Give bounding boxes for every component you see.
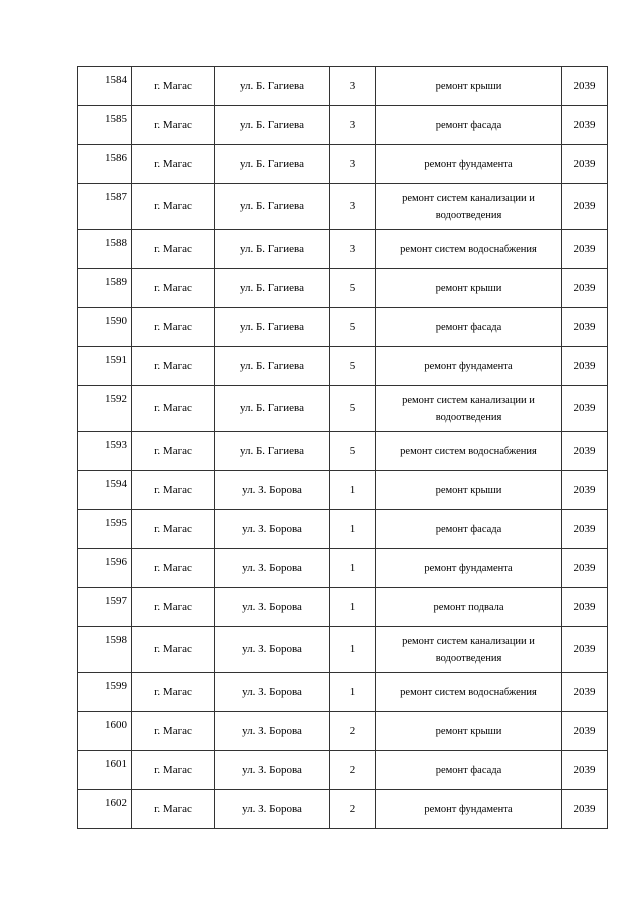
house-number-cell: 1 <box>330 549 376 588</box>
city-cell: г. Магас <box>132 751 215 790</box>
work-type-cell: ремонт крыши <box>376 269 562 308</box>
year-cell: 2039 <box>562 432 608 471</box>
street-cell: ул. Б. Гагиева <box>215 184 330 230</box>
row-number: 1590 <box>78 308 132 347</box>
street-cell: ул. З. Борова <box>215 712 330 751</box>
table-row <box>78 269 608 308</box>
city-cell: г. Магас <box>132 627 215 673</box>
house-number-cell: 5 <box>330 386 376 432</box>
house-number-cell: 2 <box>330 751 376 790</box>
row-number: 1587 <box>78 184 132 230</box>
row-number: 1602 <box>78 790 132 829</box>
table-row <box>78 673 608 712</box>
city-cell: г. Магас <box>132 712 215 751</box>
city-cell: г. Магас <box>132 145 215 184</box>
row-number: 1597 <box>78 588 132 627</box>
year-cell: 2039 <box>562 549 608 588</box>
year-cell: 2039 <box>562 184 608 230</box>
street-cell: ул. Б. Гагиева <box>215 347 330 386</box>
table-row <box>78 308 608 347</box>
table-row <box>78 471 608 510</box>
house-number-cell: 2 <box>330 712 376 751</box>
table-row <box>78 790 608 829</box>
work-type-cell: ремонт систем водоснабжения <box>376 230 562 269</box>
street-cell: ул. З. Борова <box>215 510 330 549</box>
work-type-cell: ремонт крыши <box>376 712 562 751</box>
table-row <box>78 588 608 627</box>
row-number: 1598 <box>78 627 132 673</box>
city-cell: г. Магас <box>132 588 215 627</box>
city-cell: г. Магас <box>132 549 215 588</box>
city-cell: г. Магас <box>132 67 215 106</box>
row-number: 1591 <box>78 347 132 386</box>
year-cell: 2039 <box>562 790 608 829</box>
work-type-cell: ремонт систем канализации и водоотведения <box>376 627 562 673</box>
house-number-cell: 2 <box>330 790 376 829</box>
city-cell: г. Магас <box>132 471 215 510</box>
work-type-cell: ремонт фасада <box>376 308 562 347</box>
table-row <box>78 67 608 106</box>
table-body <box>78 67 608 829</box>
row-number: 1592 <box>78 386 132 432</box>
year-cell: 2039 <box>562 230 608 269</box>
row-number: 1588 <box>78 230 132 269</box>
city-cell: г. Магас <box>132 386 215 432</box>
table-row <box>78 386 608 432</box>
city-cell: г. Магас <box>132 269 215 308</box>
year-cell: 2039 <box>562 627 608 673</box>
street-cell: ул. З. Борова <box>215 471 330 510</box>
house-number-cell: 3 <box>330 145 376 184</box>
work-type-cell: ремонт фасада <box>376 510 562 549</box>
street-cell: ул. Б. Гагиева <box>215 386 330 432</box>
year-cell: 2039 <box>562 269 608 308</box>
street-cell: ул. З. Борова <box>215 790 330 829</box>
work-type-cell: ремонт подвала <box>376 588 562 627</box>
street-cell: ул. Б. Гагиева <box>215 308 330 347</box>
street-cell: ул. Б. Гагиева <box>215 106 330 145</box>
work-type-cell: ремонт крыши <box>376 471 562 510</box>
table-row <box>78 510 608 549</box>
house-number-cell: 1 <box>330 627 376 673</box>
row-number: 1600 <box>78 712 132 751</box>
row-number: 1589 <box>78 269 132 308</box>
street-cell: ул. Б. Гагиева <box>215 67 330 106</box>
year-cell: 2039 <box>562 106 608 145</box>
table-row <box>78 549 608 588</box>
year-cell: 2039 <box>562 67 608 106</box>
year-cell: 2039 <box>562 588 608 627</box>
row-number: 1594 <box>78 471 132 510</box>
street-cell: ул. Б. Гагиева <box>215 432 330 471</box>
work-type-cell: ремонт фундамента <box>376 145 562 184</box>
row-number: 1599 <box>78 673 132 712</box>
house-number-cell: 5 <box>330 269 376 308</box>
city-cell: г. Магас <box>132 790 215 829</box>
row-number: 1584 <box>78 67 132 106</box>
table-row <box>78 347 608 386</box>
city-cell: г. Магас <box>132 308 215 347</box>
city-cell: г. Магас <box>132 673 215 712</box>
year-cell: 2039 <box>562 347 608 386</box>
work-type-cell: ремонт фундамента <box>376 790 562 829</box>
table-row <box>78 145 608 184</box>
house-number-cell: 3 <box>330 67 376 106</box>
house-number-cell: 1 <box>330 510 376 549</box>
work-type-cell: ремонт систем канализации и водоотведения <box>376 184 562 230</box>
street-cell: ул. Б. Гагиева <box>215 230 330 269</box>
year-cell: 2039 <box>562 471 608 510</box>
table-row <box>78 106 608 145</box>
house-number-cell: 3 <box>330 184 376 230</box>
street-cell: ул. З. Борова <box>215 549 330 588</box>
row-number: 1593 <box>78 432 132 471</box>
year-cell: 2039 <box>562 673 608 712</box>
table-row <box>78 751 608 790</box>
house-number-cell: 5 <box>330 432 376 471</box>
city-cell: г. Магас <box>132 184 215 230</box>
street-cell: ул. Б. Гагиева <box>215 269 330 308</box>
row-number: 1585 <box>78 106 132 145</box>
year-cell: 2039 <box>562 510 608 549</box>
street-cell: ул. З. Борова <box>215 751 330 790</box>
street-cell: ул. Б. Гагиева <box>215 145 330 184</box>
year-cell: 2039 <box>562 145 608 184</box>
work-type-cell: ремонт фундамента <box>376 347 562 386</box>
work-type-cell: ремонт фасада <box>376 106 562 145</box>
street-cell: ул. З. Борова <box>215 673 330 712</box>
city-cell: г. Магас <box>132 106 215 145</box>
work-type-cell: ремонт систем водоснабжения <box>376 432 562 471</box>
city-cell: г. Магас <box>132 347 215 386</box>
table-row <box>78 432 608 471</box>
house-number-cell: 3 <box>330 106 376 145</box>
year-cell: 2039 <box>562 712 608 751</box>
table-row <box>78 184 608 230</box>
table-row <box>78 230 608 269</box>
street-cell: ул. З. Борова <box>215 627 330 673</box>
row-number: 1601 <box>78 751 132 790</box>
house-number-cell: 1 <box>330 588 376 627</box>
table-row <box>78 712 608 751</box>
year-cell: 2039 <box>562 386 608 432</box>
work-type-cell: ремонт крыши <box>376 67 562 106</box>
house-number-cell: 5 <box>330 308 376 347</box>
city-cell: г. Магас <box>132 432 215 471</box>
row-number: 1586 <box>78 145 132 184</box>
work-type-cell: ремонт фундамента <box>376 549 562 588</box>
work-type-cell: ремонт систем водоснабжения <box>376 673 562 712</box>
city-cell: г. Магас <box>132 230 215 269</box>
year-cell: 2039 <box>562 751 608 790</box>
repair-schedule-table <box>77 66 608 829</box>
row-number: 1596 <box>78 549 132 588</box>
house-number-cell: 1 <box>330 673 376 712</box>
work-type-cell: ремонт фасада <box>376 751 562 790</box>
house-number-cell: 1 <box>330 471 376 510</box>
street-cell: ул. З. Борова <box>215 588 330 627</box>
house-number-cell: 5 <box>330 347 376 386</box>
row-number: 1595 <box>78 510 132 549</box>
work-type-cell: ремонт систем канализации и водоотведения <box>376 386 562 432</box>
table-row <box>78 627 608 673</box>
year-cell: 2039 <box>562 308 608 347</box>
city-cell: г. Магас <box>132 510 215 549</box>
house-number-cell: 3 <box>330 230 376 269</box>
